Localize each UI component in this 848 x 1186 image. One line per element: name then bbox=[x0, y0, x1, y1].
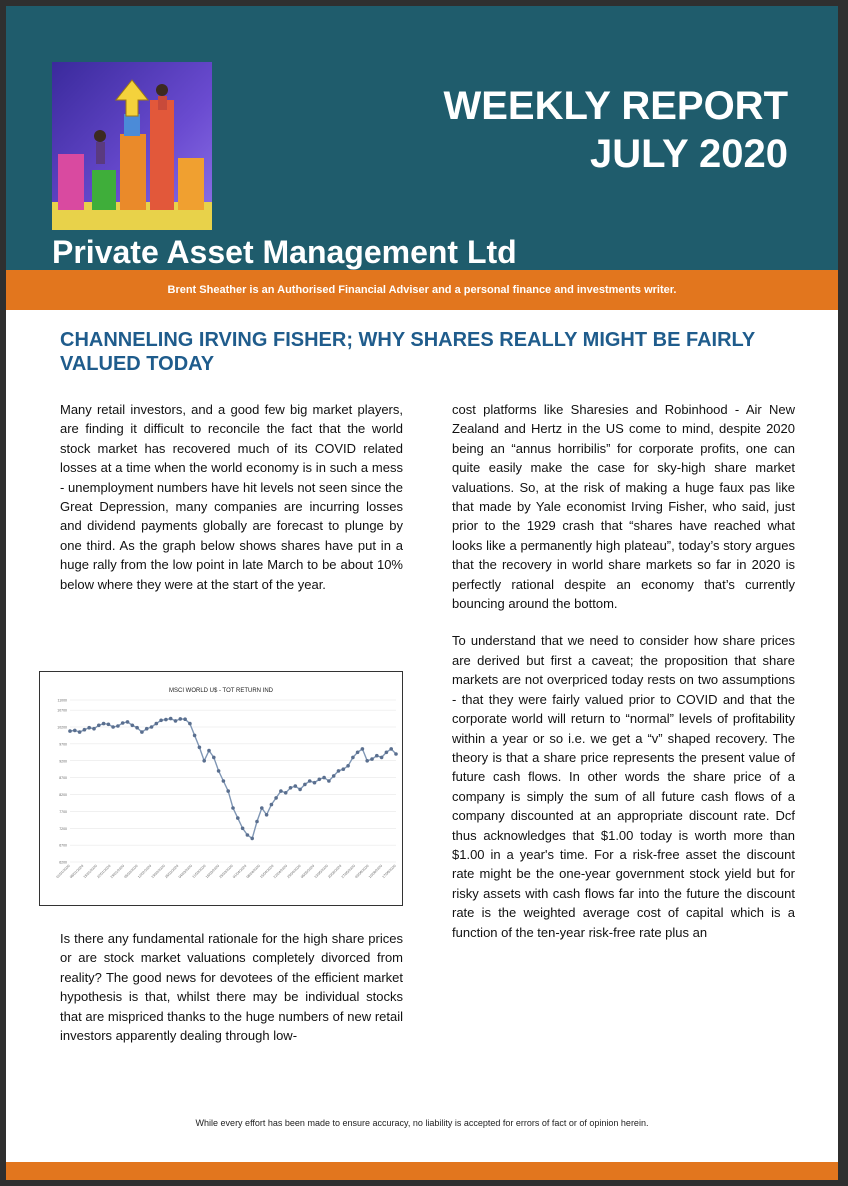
report-title-line2: JULY 2020 bbox=[590, 132, 788, 176]
data-point bbox=[116, 724, 120, 728]
x-tick-label: 29/04/2020 bbox=[286, 863, 302, 880]
data-point bbox=[83, 728, 87, 732]
data-point bbox=[217, 769, 221, 773]
data-point bbox=[78, 730, 82, 734]
left-column-bottom bbox=[60, 929, 403, 1063]
x-tick-label: 20/05/2020 bbox=[327, 863, 343, 880]
data-point bbox=[351, 756, 355, 760]
data-point bbox=[87, 726, 91, 730]
msci-chart-svg bbox=[40, 672, 402, 905]
data-point bbox=[318, 778, 322, 782]
data-point bbox=[145, 727, 149, 731]
data-point bbox=[255, 820, 259, 824]
left-column-top bbox=[60, 400, 403, 612]
x-tick-label: 05/02/2020 bbox=[123, 863, 139, 880]
data-point bbox=[313, 781, 317, 785]
y-tick-label: 11000 bbox=[57, 698, 67, 703]
x-tick-label: 12/02/2020 bbox=[136, 863, 153, 880]
report-page bbox=[6, 6, 838, 1180]
tagline-bar: Brent Sheather is an Authorised Financial Adviser and a personal finance and investments writer. bbox=[6, 270, 838, 310]
y-tick-label: 9200 bbox=[59, 759, 67, 764]
data-point bbox=[394, 752, 398, 756]
x-tick-label: 15/04/2020 bbox=[259, 863, 275, 880]
article-paragraph: Many retail investors, and a good few big market players, are finding it difficult to reconcile the fact that the world stock market has recovered much of its COVID related losses at a time when the world economy is in such a mess - unemployment numbers have hit levels not seen since the Great Depression, many companies are incurring losses and dividend payments globally are forecast to plunge by one third. As the graph below shows shares have put in a huge rally from the low point in late March to be about 10% below where they were at the start of the year. bbox=[60, 402, 403, 592]
chart-title: MSCI WORLD U$ - TOT RETURN IND bbox=[168, 688, 274, 694]
data-point bbox=[164, 718, 168, 722]
data-point bbox=[274, 796, 278, 800]
x-tick-label: 06/05/2020 bbox=[299, 863, 316, 880]
y-tick-label: 8700 bbox=[59, 776, 67, 781]
x-tick-label: 22/04/2020 bbox=[272, 863, 289, 880]
data-point bbox=[174, 719, 178, 723]
data-point bbox=[370, 757, 374, 761]
y-tick-label: 10700 bbox=[57, 708, 67, 713]
y-tick-label: 7200 bbox=[59, 826, 67, 831]
data-point bbox=[150, 725, 154, 729]
data-point bbox=[92, 727, 96, 731]
data-point bbox=[140, 730, 144, 734]
organisation-name: Private Asset Management Ltd bbox=[52, 234, 517, 270]
data-point bbox=[179, 717, 183, 721]
x-tick-label: 10/06/2020 bbox=[367, 863, 384, 880]
x-tick-label: 13/05/2020 bbox=[313, 863, 329, 880]
x-tick-label: 01/01/2020 bbox=[55, 863, 71, 880]
x-tick-label: 03/06/2020 bbox=[354, 863, 370, 880]
data-point bbox=[241, 827, 245, 831]
logo-bar-chart-icon bbox=[52, 62, 212, 230]
article-paragraph: To understand that we need to consider how share prices are derived but first a caveat; the proposition that share markets are not overpriced today rests on two assumptions - that they were fairly valued prior to COVID and that the corporate world will return to “normal” levels of profitability within a year or so i.e. we get a “v” shaped recovery. The theory is that a share price represents the present value of future cash flows. In other words the share price of a company is simply the sum of all future cash flows of a company discounted at an appropriate discount rate. Dcf thus acknowledges that $1.00 today is worth more than $1.00 in a year's time. For a risk-free asset the discount rate might be the one-year government stock yield but for risky assets with cash flows far into the future the discount rate is the weighted average cost of capital which is a function of the ten-year risk-free rate plus an bbox=[452, 633, 795, 940]
y-tick-label: 8200 bbox=[59, 793, 67, 797]
data-point bbox=[202, 759, 206, 763]
data-point bbox=[342, 767, 346, 771]
data-point bbox=[279, 789, 283, 793]
data-point bbox=[183, 717, 187, 721]
data-point bbox=[308, 779, 312, 783]
data-point bbox=[222, 779, 226, 783]
x-tick-label: 26/02/2020 bbox=[164, 863, 180, 880]
y-tick-label: 10200 bbox=[57, 725, 67, 730]
data-point bbox=[294, 784, 298, 788]
x-tick-label: 18/03/2020 bbox=[204, 863, 221, 880]
footer-bar bbox=[6, 1162, 838, 1180]
data-point bbox=[250, 837, 254, 841]
x-tick-label: 29/01/2020 bbox=[109, 863, 126, 880]
data-point bbox=[332, 774, 336, 778]
y-tick-label: 6700 bbox=[59, 843, 67, 848]
x-tick-label: 08/04/2020 bbox=[245, 863, 261, 880]
data-point bbox=[231, 806, 235, 810]
y-tick-label: 7700 bbox=[59, 809, 67, 814]
data-point bbox=[131, 724, 135, 728]
disclaimer: While every effort has been made to ensure accuracy, no liability is accepted for errors of fact or of opinion herein. bbox=[195, 1118, 649, 1128]
data-point bbox=[289, 786, 293, 790]
data-point bbox=[193, 734, 197, 738]
data-point bbox=[126, 720, 130, 724]
data-point bbox=[207, 749, 211, 753]
data-point bbox=[246, 833, 250, 837]
report-header bbox=[6, 6, 838, 270]
data-point bbox=[159, 719, 163, 723]
data-point bbox=[365, 759, 369, 763]
y-tick-label: 9700 bbox=[59, 742, 67, 747]
data-point bbox=[270, 803, 274, 807]
data-point bbox=[380, 756, 384, 760]
right-column bbox=[452, 400, 795, 960]
data-point bbox=[303, 783, 307, 787]
series-line bbox=[70, 719, 396, 839]
msci-chart bbox=[39, 671, 403, 906]
data-point bbox=[155, 722, 159, 726]
x-tick-label: 11/03/2020 bbox=[191, 863, 207, 879]
data-point bbox=[188, 722, 192, 726]
data-point bbox=[298, 788, 302, 792]
x-tick-label: 01/04/2020 bbox=[232, 863, 248, 880]
data-point bbox=[198, 746, 202, 750]
data-point bbox=[73, 729, 77, 733]
data-point bbox=[111, 725, 115, 729]
data-point bbox=[212, 756, 216, 760]
x-tick-label: 19/02/2020 bbox=[150, 863, 166, 880]
data-point bbox=[265, 813, 269, 817]
data-point bbox=[375, 754, 379, 758]
data-point bbox=[361, 747, 365, 751]
article-title: CHANNELING IRVING FISHER; WHY SHARES REALLY MIGHT BE FAIRLY VALUED TODAY bbox=[60, 329, 755, 375]
report-title bbox=[443, 82, 788, 178]
x-tick-label: 15/01/2020 bbox=[82, 863, 98, 880]
article-paragraph: Is there any fundamental rationale for the high share prices or are stock market valuations completely divorced from reality? The good news for devotees of the efficient market hypothesis is that, whilst there may be individual stocks that are mispriced thanks to the huge numbers of new retail investors apparently dealing through low- bbox=[60, 931, 403, 1044]
data-point bbox=[327, 779, 331, 783]
x-tick-label: 08/01/2020 bbox=[69, 863, 85, 880]
data-point bbox=[356, 751, 360, 755]
data-point bbox=[135, 726, 139, 730]
x-tick-label: 04/03/2020 bbox=[177, 863, 193, 880]
data-point bbox=[226, 789, 230, 793]
data-point bbox=[97, 724, 101, 728]
data-point bbox=[68, 729, 72, 733]
data-point bbox=[107, 723, 111, 727]
x-tick-label: 22/01/2020 bbox=[96, 863, 112, 880]
y-tick-label: 6200 bbox=[59, 860, 67, 865]
x-tick-label: 25/03/2020 bbox=[218, 863, 234, 880]
x-tick-label: 17/06/2020 bbox=[381, 863, 397, 880]
data-point bbox=[337, 769, 341, 773]
article-paragraph: cost platforms like Sharesies and Robinhood - Air New Zealand and Hertz in the US come to mind, despite 2020 being an “annus horribilis” for corporate profits, one can quite easily make the case for sky-high share market valuations. So, at the risk of making a huge faux pas like that made by Yale economist Irving Fisher, who said, just prior to the 1929 crash that “shares have reached what looks like a permanently high plateau”, today’s story argues that the recovery in world share markets so far in 2020 is perfectly rational despite an economy that’s currently bouncing around the bottom. bbox=[452, 402, 795, 612]
data-point bbox=[389, 747, 393, 751]
data-point bbox=[284, 791, 288, 795]
data-point bbox=[346, 764, 350, 768]
data-point bbox=[260, 806, 264, 810]
data-point bbox=[322, 776, 326, 780]
x-tick-label: 27/05/2020 bbox=[340, 863, 356, 880]
data-point bbox=[236, 816, 240, 820]
data-point bbox=[385, 751, 389, 755]
data-point bbox=[121, 721, 125, 725]
data-point bbox=[169, 717, 173, 721]
report-title-line1: WEEKLY REPORT bbox=[443, 84, 788, 128]
data-point bbox=[102, 722, 106, 726]
